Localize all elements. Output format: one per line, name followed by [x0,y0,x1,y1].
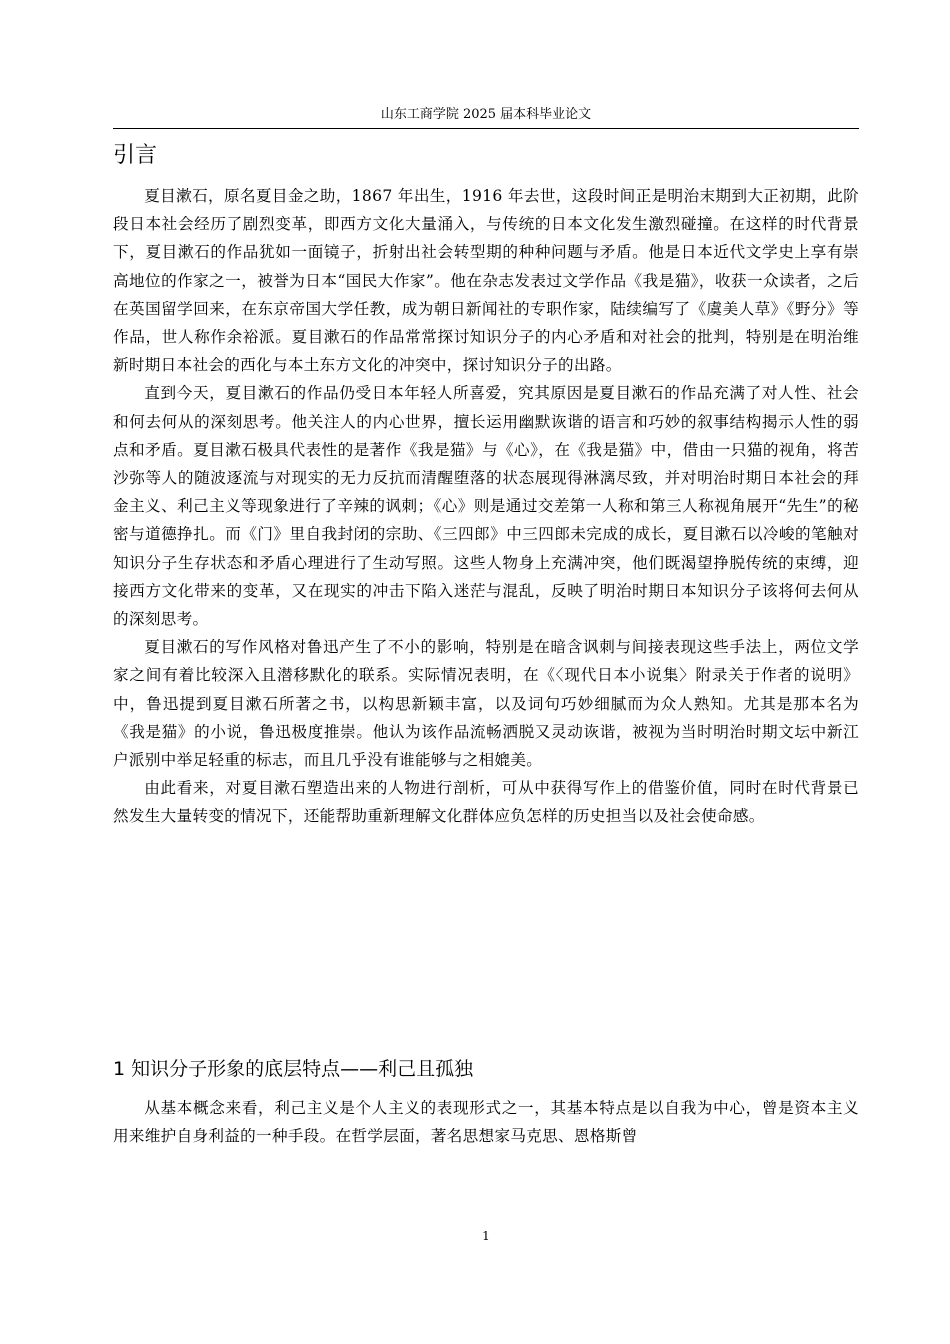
intro-paragraph-4: 由此看来，对夏目漱石塑造出来的人物进行剖析，可从中获得写作上的借鉴价值，同时在时代背景已然发生大量转变的情况下，还能帮助重新理解文化群体应负怎样的历史担当以及社会使命感。 [113,779,859,826]
section-1-paragraph-1: 从基本概念来看，利己主义是个人主义的表现形式之一，其基本特点是以自我为中心，曾是资本主义用来维护自身利益的一种手段。在哲学层面，著名思想家马克思、恩格斯曾 [113,1099,859,1146]
section-1-body [113,1094,859,1150]
page-number: 1 [482,1229,490,1243]
section-1-heading: 1 知识分子形象的底层特点——利己且孤独 [113,1058,474,1080]
header-rule [113,128,859,129]
running-header: 山东工商学院 2025 届本科毕业论文 [380,107,592,122]
intro-paragraph-2: 直到今天，夏目漱石的作品仍受日本年轻人所喜爱，究其原因是夏目漱石的作品充满了对人性、社会和何去何从的深刻思考。他关注人的内心世界，擅长运用幽默诙谐的语言和巧妙的叙事结构揭示人性的弱点和矛盾。夏目漱石极具代表性的是著作《我是猫》与《心》，在《我是猫》中，借由一只猫的视角，将苦沙弥等人的随波逐流与对现实的无力反抗而清醒堕落的状态展现得淋漓尽致，并对明治时期日本社会的拜金主义、利己主义等现象进行了辛辣的讽刺；《心》则是通过交差第一人称和第三人称视角展开“先生”的秘密与道德挣扎。而《门》里自我封闭的宗助、《三四郎》中三四郎未完成的成长，夏目漱石以冷峻的笔触对知识分子生存状态和矛盾心理进行了生动写照。这些人物身上充满冲突，他们既渴望挣脱传统的束缚，迎接西方文化带来的变革，又在现实的冲击下陷入迷茫与混乱，反映了明治时期日本知识分子该将何去何从的深刻思考。 [113,384,859,629]
intro-paragraph-3: 夏目漱石的写作风格对鲁迅产生了不小的影响，特别是在暗含讽刺与间接表现这些手法上，两位文学家之间有着比较深入且潜移默化的联系。实际情况表明，在《〈现代日本小说集〉附录关于作者的说明》中，鲁迅提到夏目漱石所著之书，以构思新颖丰富，以及词句巧妙细腻而为众人熟知。尤其是那本名为《我是猫》的小说，鲁迅极度推崇。他认为该作品流畅洒脱又灵动诙谐，被视为当时明治时期文坛中新江户派别中举足轻重的标志，而且几乎没有谁能够与之相媲美。 [113,638,859,770]
intro-paragraph-1: 夏目漱石，原名夏目金之助，1867 年出生，1916 年去世，这段时间正是明治末期到大正初期，此阶段日本社会经历了剧烈变革，即西方文化大量涌入，与传统的日本文化发生激烈碰撞。在这样的时代背景下，夏目漱石的作品犹如一面镜子，折射出社会转型期的种种问题与矛盾。他是日本近代文学史上享有崇高地位的作家之一，被誉为日本“国民大作家”。他在杂志发表过文学作品《我是猫》，收获一众读者，之后在英国留学回来，在东京帝国大学任教，成为朝日新闻社的专职作家，陆续编写了《虞美人草》《野分》等作品，世人称作余裕派。夏目漱石的作品常常探讨知识分子的内心矛盾和对社会的批判，特别是在明治维新时期日本社会的西化与本土东方文化的冲突中，探讨知识分子的出路。 [113,187,859,375]
intro-heading: 引言 [113,143,158,168]
intro-body [113,182,859,831]
